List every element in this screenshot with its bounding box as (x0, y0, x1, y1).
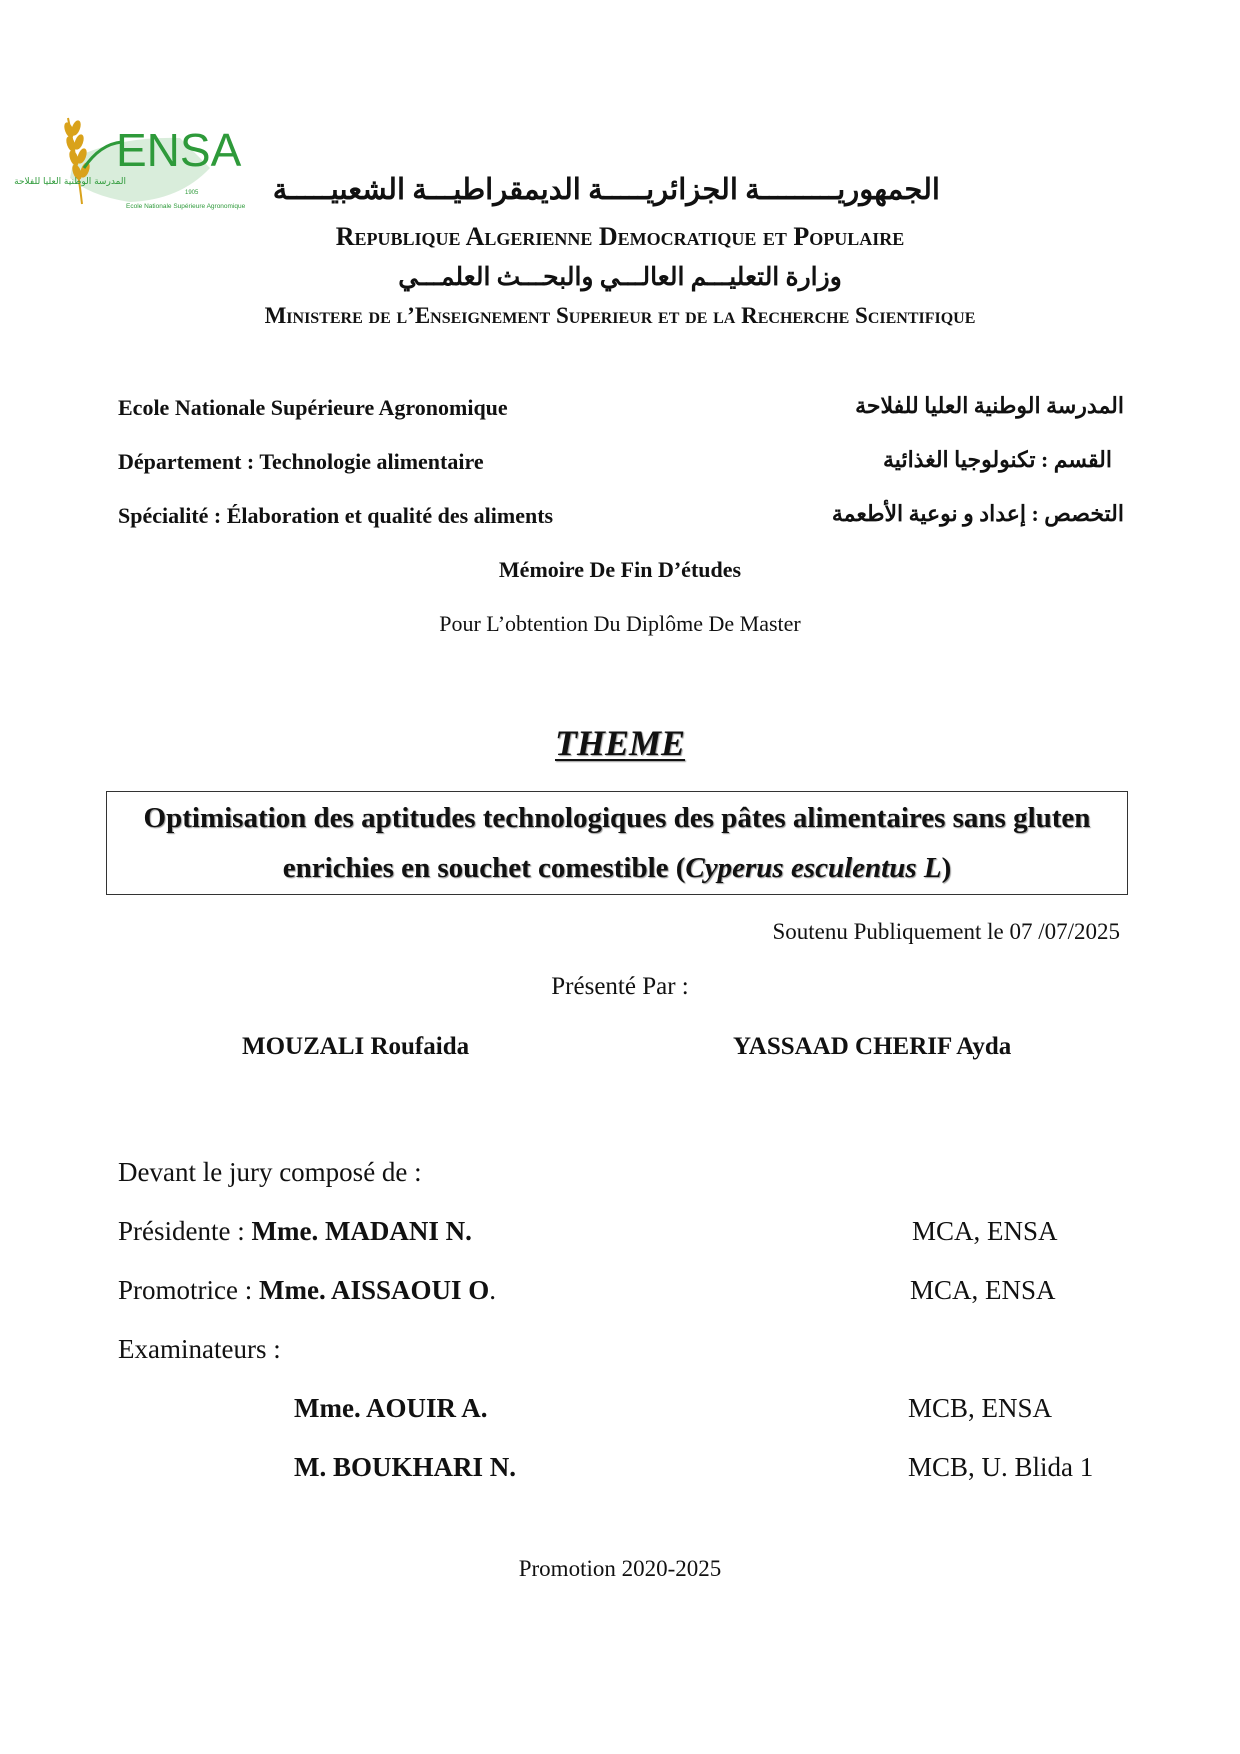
logo-arabic-name: المدرسة الوطنية العليا للفلاحة (14, 177, 126, 187)
ensa-logo (14, 108, 282, 214)
thesis-type: Mémoire De Fin D’études (498, 557, 742, 582)
examiner-1-name-text: Mme. AOUIR A. (294, 1393, 488, 1423)
logo-year: 1905 (185, 190, 199, 196)
president-affiliation: MCA, ENSA (912, 1216, 1058, 1246)
department-fr: Département : Technologie alimentaire (118, 449, 484, 474)
theme-title-species: Cyperus esculentus L (685, 852, 942, 884)
logo-text: ENSA (116, 124, 242, 176)
ensa-logo-graphic (14, 108, 282, 214)
school-name-fr: Ecole Nationale Supérieure Agronomique (118, 395, 508, 420)
ministry-title: Ministere de l’Enseignement Superieur et de la Recherche Scientifique (264, 303, 976, 328)
jury-promoter: Promotrice : Mme. AISSAOUI O. (118, 1275, 496, 1305)
author-2: YASSAAD CHERIF Ayda (733, 1033, 1012, 1060)
theme-label: THEME (554, 723, 686, 763)
logo-subtitle: Ecole Nationale Supérieure Agronomique (126, 203, 246, 210)
examiner-1-affiliation: MCB, ENSA (908, 1393, 1053, 1423)
examiner-1-name (294, 1393, 487, 1424)
author-1: MOUZALI Roufaida (242, 1033, 470, 1060)
president-name: Mme. MADANI N. (251, 1216, 472, 1246)
department-ar: القسم : تكنولوجيا الغذائية (883, 447, 1112, 472)
theme-title-box (106, 791, 1128, 895)
promoter-name: Mme. AISSAOUI O (258, 1275, 490, 1305)
promoter-role: Promotrice : (118, 1275, 253, 1305)
promotion-year: Promotion 2020-2025 (518, 1556, 722, 1581)
examiner-2-name-text: M. BOUKHARI N. (294, 1452, 516, 1482)
examiner-2-name (294, 1452, 516, 1483)
theme-title-text: Optimisation des aptitudes technologiques des pâtes alimentaires sans gluten enrichies en souchet comestible ( (143, 802, 1091, 884)
school-name-ar: المدرسة الوطنية العليا للفلاحة (855, 393, 1124, 418)
theme-title (107, 793, 1127, 893)
specialty-ar: التخصص : إعداد و نوعية الأطعمة (831, 501, 1124, 526)
arabic-ministry-title: وزارة التعليـــم العالـــي والبحـــث العلمـــي (398, 264, 842, 291)
defense-date: Soutenu Publiquement le 07 /07/2025 (772, 919, 1120, 944)
jury-president (118, 1216, 472, 1247)
promoter-affiliation: MCA, ENSA (910, 1275, 1056, 1305)
examiner-2-affiliation: MCB, U. Blida 1 (908, 1452, 1094, 1482)
degree-line: Pour L’obtention Du Diplôme De Master (439, 611, 801, 636)
examiners-label: Examinateurs : (118, 1334, 281, 1364)
republic-title: Republique Algerienne Democratique et Populaire (335, 222, 905, 251)
jury-intro: Devant le jury composé de : (118, 1157, 422, 1187)
president-role: Présidente : (118, 1216, 245, 1246)
presented-by: Présenté Par : (551, 973, 689, 1000)
arabic-republic-title: الجمهوريـــــــــة الجزائريـــــة الديمقراطيـــة الشعبيـــــة (272, 174, 940, 206)
specialty-fr: Spécialité : Élaboration et qualité des aliments (118, 503, 554, 528)
theme-title-close: ) (941, 852, 952, 884)
